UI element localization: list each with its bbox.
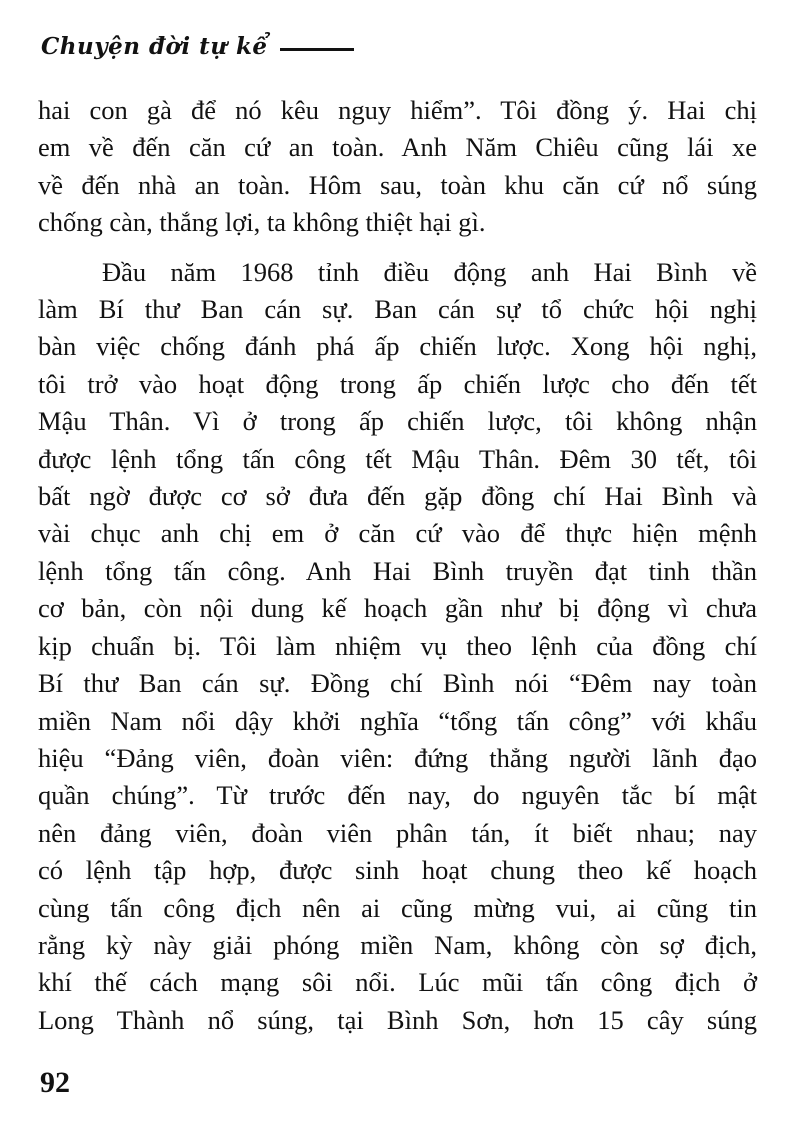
text-line: được lệnh tổng tấn công tết Mậu Thân. Đêm 30 tết, tôi bbox=[38, 443, 757, 474]
text-line: cơ bản, còn nội dung kế hoạch gần như bị động vì chưa bbox=[38, 593, 757, 624]
text-line: bàn việc chống đánh phá ấp chiến lược. Xong hội nghị, bbox=[38, 331, 757, 362]
page-number: 92 bbox=[40, 1066, 70, 1099]
paragraph bbox=[38, 254, 757, 1040]
text-line: miền Nam nổi dậy khởi nghĩa “tổng tấn công” với khẩu bbox=[38, 705, 757, 736]
text-line: về đến nhà an toàn. Hôm sau, toàn khu căn cứ nổ súng bbox=[38, 169, 757, 200]
text-line: hiệu “Đảng viên, đoàn viên: đứng thẳng người lãnh đạo bbox=[38, 742, 757, 773]
text-line: Mậu Thân. Vì ở trong ấp chiến lược, tôi không nhận bbox=[38, 406, 757, 437]
text-line: bất ngờ được cơ sở đưa đến gặp đồng chí Hai Bình và bbox=[38, 481, 757, 512]
text-line: cùng tấn công địch nên ai cũng mừng vui, ai cũng tin bbox=[38, 892, 757, 923]
running-header bbox=[41, 33, 354, 60]
header-rule bbox=[280, 48, 354, 51]
text-line: vài chục anh chị em ở căn cứ vào để thực hiện mệnh bbox=[38, 518, 757, 549]
text-line: có lệnh tập hợp, được sinh hoạt chung theo kế hoạch bbox=[38, 855, 757, 886]
text-line: hai con gà để nó kêu nguy hiểm”. Tôi đồng ý. Hai chị bbox=[38, 95, 757, 125]
text-line: nên đảng viên, đoàn viên phân tán, ít biết nhau; nay bbox=[38, 817, 757, 848]
text-line: khí thế cách mạng sôi nổi. Lúc mũi tấn công địch ở bbox=[38, 967, 757, 998]
text-line: Long Thành nổ súng, tại Bình Sơn, hơn 15 cây súng bbox=[38, 1004, 757, 1035]
book-title: Chuyện đời tự kể bbox=[41, 33, 268, 60]
text-line: em về đến căn cứ an toàn. Anh Năm Chiêu cũng lái xe bbox=[38, 132, 757, 163]
text-line: Đầu năm 1968 tỉnh điều động anh Hai Bình về bbox=[102, 256, 757, 287]
text-line: Bí thư Ban cán sự. Đồng chí Bình nói “Đêm nay toàn bbox=[38, 668, 757, 699]
text-line: quần chúng”. Từ trước đến nay, do nguyên tắc bí mật bbox=[38, 780, 757, 811]
text-line: rằng kỳ này giải phóng miền Nam, không còn sợ địch, bbox=[38, 929, 757, 960]
text-line: tôi trở vào hoạt động trong ấp chiến lược cho đến tết bbox=[38, 368, 757, 399]
text-line: chống càn, thắng lợi, ta không thiệt hại gì. bbox=[38, 207, 486, 238]
text-line: kịp chuẩn bị. Tôi làm nhiệm vụ theo lệnh của đồng chí bbox=[38, 630, 757, 661]
page-body bbox=[38, 92, 757, 1039]
text-line: làm Bí thư Ban cán sự. Ban cán sự tổ chức hội nghị bbox=[38, 294, 757, 325]
text-line: lệnh tổng tấn công. Anh Hai Bình truyền đạt tinh thần bbox=[38, 555, 757, 586]
paragraph bbox=[38, 92, 757, 242]
